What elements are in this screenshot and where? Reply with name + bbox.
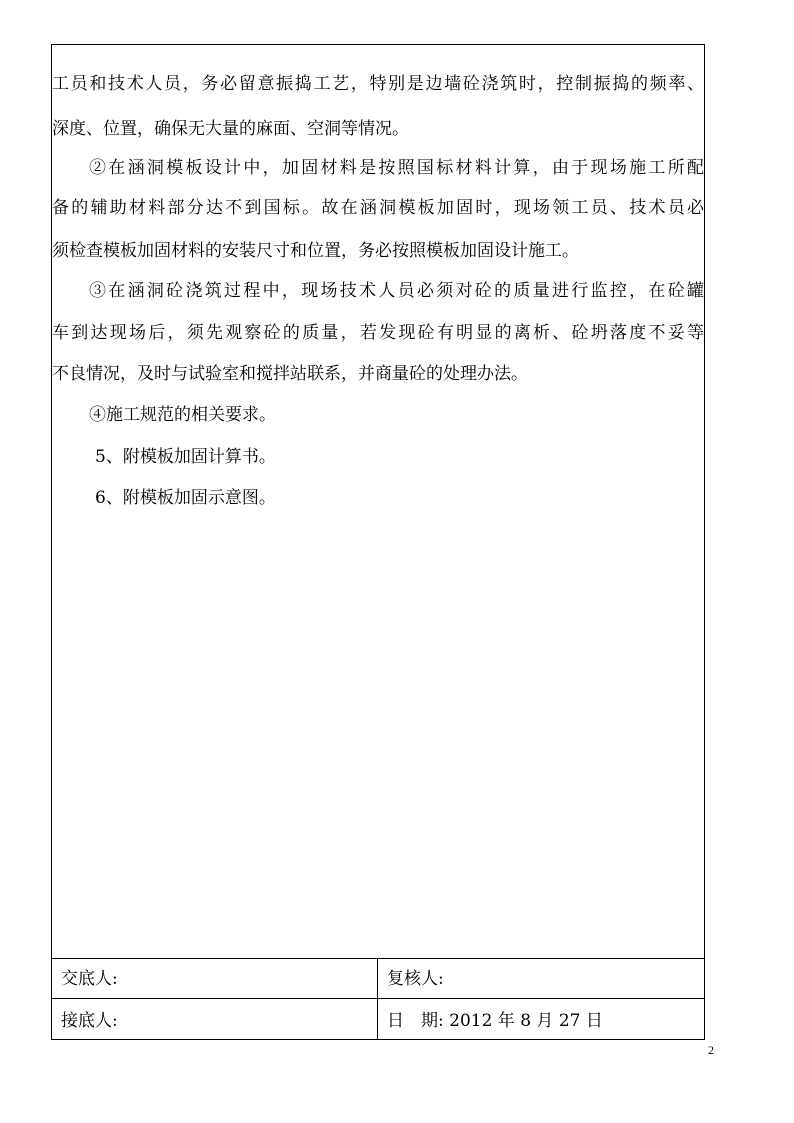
text-line: 不良情况，及时与试验室和搅拌站联系，并商量砼的处理办法。 bbox=[52, 364, 528, 384]
table-divider bbox=[52, 958, 704, 959]
table-divider bbox=[52, 998, 704, 999]
text-line: 车到达现场后，须先观察砼的质量，若发现砼有明显的离析、砼坍落度不妥等 bbox=[52, 323, 704, 343]
text-line: 备的辅助材料部分达不到国标。故在涵洞模板加固时，现场领工员、技术员必 bbox=[52, 198, 704, 218]
text-line: 6、附模板加固示意图。 bbox=[95, 488, 276, 508]
text-line: ④施工规范的相关要求。 bbox=[89, 405, 276, 425]
table-column-divider bbox=[377, 959, 378, 1039]
date-row bbox=[387, 1009, 603, 1033]
text-line: 工员和技术人员，务必留意振捣工艺，特别是边墙砼浇筑时，控制振捣的频率、 bbox=[52, 74, 704, 94]
receiver-label: 接底人: bbox=[61, 1011, 118, 1031]
content-cell bbox=[52, 45, 704, 958]
handover-person-label: 交底人: bbox=[61, 969, 118, 989]
text-line: 须检查模板加固材料的安装尺寸和位置，务必按照模板加固设计施工。 bbox=[52, 241, 579, 261]
text-line: ③在涵洞砼浇筑过程中，现场技术人员必须对砼的质量进行监控，在砼罐 bbox=[89, 281, 704, 301]
text-line: 5、附模板加固计算书。 bbox=[95, 447, 276, 467]
date-label: 日 期: bbox=[387, 1011, 444, 1031]
reviewer-label: 复核人: bbox=[387, 969, 444, 989]
text-line: ②在涵洞模板设计中，加固材料是按照国标材料计算，由于现场施工所配 bbox=[89, 158, 704, 178]
text-line: 深度、位置，确保无大量的麻面、空洞等情况。 bbox=[52, 119, 409, 139]
date-value: 2012 年 8 月 27 日 bbox=[449, 1011, 603, 1031]
page-number: 2 bbox=[708, 1043, 714, 1057]
document-table bbox=[51, 44, 705, 1040]
